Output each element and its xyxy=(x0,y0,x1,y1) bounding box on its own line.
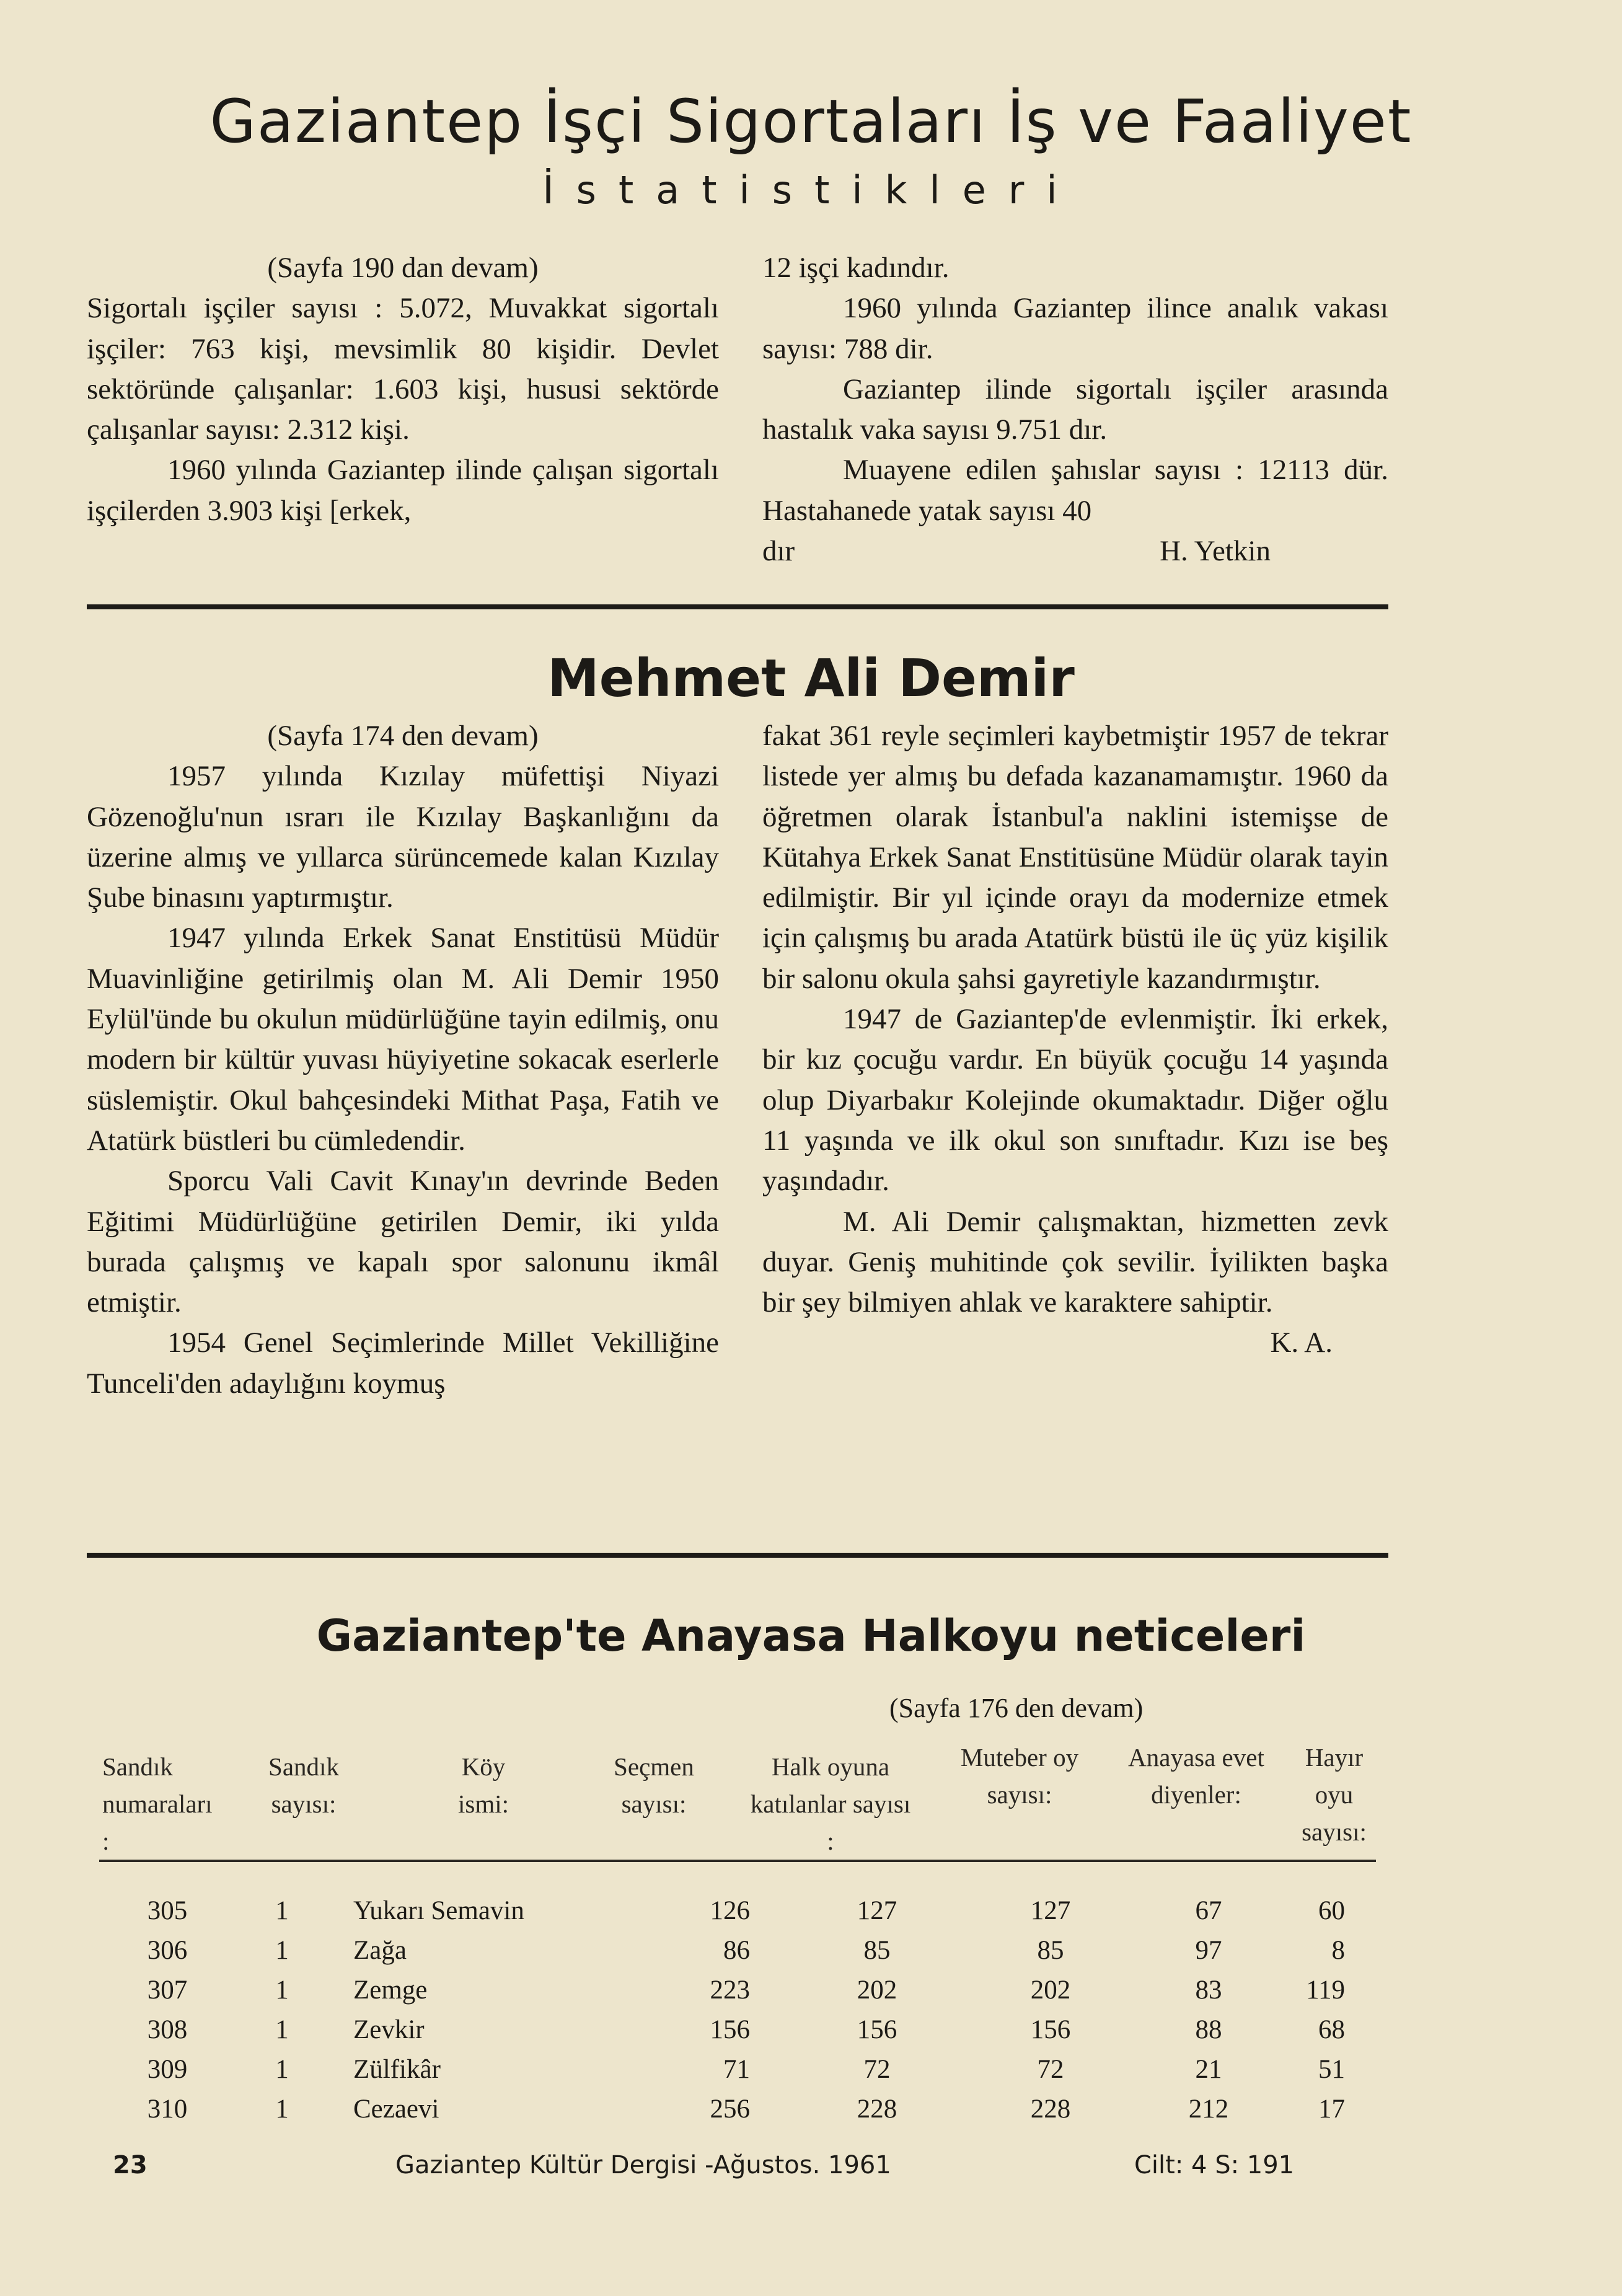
table-cell: 85 xyxy=(863,1935,891,1965)
table-row xyxy=(99,1930,1376,1970)
paragraph: 12 işçi kadındır. xyxy=(762,252,950,284)
paragraph: 1954 Genel Seçimlerinde Millet Vekilliğine Tunceli'den adaylığını koymuş xyxy=(87,1327,719,1400)
author-signature: K. A. xyxy=(1270,1327,1333,1359)
table-cell: 212 xyxy=(1188,2094,1229,2124)
continuation-note: (Sayfa 174 den devam) xyxy=(267,720,539,752)
article-title-2: Mehmet Ali Demir xyxy=(547,648,1075,709)
table-cell: 68 xyxy=(1318,2015,1345,2044)
table-cell: 223 xyxy=(710,1975,750,2005)
table-cell: 60 xyxy=(1318,1896,1345,1925)
table-cell: 126 xyxy=(710,1896,750,1925)
table-cell: 256 xyxy=(710,2094,750,2124)
article1-left-column xyxy=(87,248,719,531)
table-cell: 228 xyxy=(1030,2094,1071,2124)
table-cell: Zülfikâr xyxy=(353,2054,441,2084)
column-header: Hayır oyu sayısı: xyxy=(1302,1743,1367,1846)
table-cell: 8 xyxy=(1331,1935,1345,1965)
article-title-1: Gaziantep İşçi Sigortaları İş ve Faaliyet xyxy=(209,87,1413,156)
table-cell: 21 xyxy=(1195,2054,1222,2084)
table-cell: 1 xyxy=(275,2094,289,2124)
section-divider xyxy=(87,604,1388,609)
table-cell: Zağa xyxy=(353,1935,407,1965)
table-cell: 83 xyxy=(1195,1975,1222,2005)
table-cell: 1 xyxy=(275,2054,289,2084)
paragraph: 1947 yılında Erkek Sanat Enstitüsü Müdür Muavinliğine getirilmiş olan M. Ali Demir 1950 Eylül'ünde bu okulun müdürlüğüne tayin edilmiş, onu modern bir kültür yuvası hüyiyetine sokacak eserlerle süslemiştir. Okul bahçesindeki Mithat Paşa, Fatih ve Atatürk büstleri bu cümledendir. xyxy=(87,922,719,1157)
table-cell: 1 xyxy=(275,1896,289,1925)
table-row xyxy=(99,2049,1376,2089)
table-cell: 156 xyxy=(710,2015,750,2044)
column-header: Sandık sayısı: xyxy=(268,1752,339,1818)
table-cell: Cezaevi xyxy=(353,2094,439,2124)
table-cell: 202 xyxy=(1030,1975,1071,2005)
table-cell: 202 xyxy=(857,1975,897,2005)
paragraph: Muayene edilen şahıslar sayısı : 12113 dür. Hastahanede yatak sayısı 40 xyxy=(762,454,1388,527)
paragraph: 1960 yılında Gaziantep ilinde çalışan sigortalı işçilerden 3.903 kişi [erkek, xyxy=(87,454,719,527)
paragraph: 1960 yılında Gaziantep ilince analık vakası sayısı: 788 dir. xyxy=(762,292,1388,365)
column-header: Seçmen sayısı: xyxy=(614,1752,694,1818)
results-table xyxy=(99,1891,1376,2129)
paragraph: Sigortalı işçiler sayısı : 5.072, Muvakkat sigortalı işçiler: 763 kişi, mevsimlik 80 kişidir. Devlet sektöründe çalışanlar: 1.603 kişi, hususi sektörde çalışanlar sayısı: 2.312 kişi. xyxy=(87,292,719,446)
table-cell: 17 xyxy=(1318,2094,1345,2124)
table-cell: 88 xyxy=(1195,2015,1222,2044)
column-header: Sandık numaraları : xyxy=(102,1752,213,1855)
article2-left-column xyxy=(87,716,719,1404)
column-header: Halk oyuna katılanlar sayısı : xyxy=(750,1752,911,1855)
journal-name: Gaziantep Kültür Dergisi -Ağustos. 1961 xyxy=(395,2151,891,2179)
table-cell: 306 xyxy=(147,1935,188,1965)
table-cell: 228 xyxy=(857,2094,897,2124)
table-header-rule xyxy=(99,1860,1376,1862)
table-row xyxy=(99,2010,1376,2049)
article-title-3: Gaziantep'te Anayasa Halkoyu neticeleri xyxy=(316,1610,1306,1661)
paragraph: M. Ali Demir çalışmaktan, hizmetten zevk duyar. Geniş muhitinde çok sevilir. İyilikten başka bir şey bilmiyen ahlak ve karaktere sahiptir. xyxy=(762,1205,1388,1319)
table-cell: 127 xyxy=(857,1896,897,1925)
table-cell: 86 xyxy=(723,1935,750,1965)
paragraph: Sporcu Vali Cavit Kınay'ın devrinde Beden Eğitimi Müdürlüğüne getirilen Demir, iki yılda burada çalışmış ve kapalı spor salonunu ikmâl etmiştir. xyxy=(87,1165,719,1319)
table-cell: 305 xyxy=(147,1896,188,1925)
table-row xyxy=(99,2089,1376,2129)
table-cell: 309 xyxy=(147,2054,188,2084)
table-cell: 97 xyxy=(1195,1935,1222,1965)
table-cell: 1 xyxy=(275,1935,289,1965)
column-header: Köy ismi: xyxy=(457,1752,509,1818)
table-cell: 1 xyxy=(275,1975,289,2005)
table-cell: 156 xyxy=(857,2015,897,2044)
paragraph: 1957 yılında Kızılay müfettişi Niyazi Gözenoğlu'nun ısrarı ile Kızılay Başkanlığını da üzerine almış ve yıllarca sürüncemede kalan Kızılay Şube binasını yaptırmıştır. xyxy=(87,760,719,914)
column-header: Muteber oy sayısı: xyxy=(960,1743,1079,1809)
table-cell: 85 xyxy=(1037,1935,1064,1965)
paragraph: 1947 de Gaziantep'de evlenmiştir. İki erkek, bir kız çocuğu vardır. En büyük çocuğu 14 yaşında olup Diyarbakır Kolejinde okumaktadır. Diğer oğlu 11 yaşında ve ilk okul son sınıftadır. Kızı ise beş yaşındadır. xyxy=(762,1003,1388,1198)
article2-right-column xyxy=(762,716,1388,1364)
section-divider xyxy=(87,1553,1388,1558)
journal-volume: Cilt: 4 S: 191 xyxy=(1134,2151,1295,2179)
continuation-note: (Sayfa 190 dan devam) xyxy=(267,252,539,284)
page-number: 23 xyxy=(113,2151,148,2179)
table-cell: 307 xyxy=(147,1975,188,2005)
table-cell: Zevkir xyxy=(353,2015,425,2044)
column-header: Anayasa evet diyenler: xyxy=(1128,1743,1264,1809)
article1-right-column xyxy=(762,248,1388,572)
article-subtitle-1: İstatistikleri xyxy=(542,167,1080,213)
table-cell: 127 xyxy=(1030,1896,1071,1925)
table-cell: 1 xyxy=(275,2015,289,2044)
table-cell: 72 xyxy=(863,2054,891,2084)
table-cell: 67 xyxy=(1195,1896,1222,1925)
table-cell: 310 xyxy=(147,2094,188,2124)
table-row xyxy=(99,1891,1376,1930)
table-cell: 156 xyxy=(1030,2015,1071,2044)
table-cell: Zemge xyxy=(353,1975,428,2005)
table-cell: 119 xyxy=(1306,1975,1345,2005)
table-row xyxy=(99,1970,1376,2010)
paragraph: fakat 361 reyle seçimleri kaybetmiştir 1957 de tekrar listede yer almış bu defada kazanamamıştır. 1960 da öğretmen olarak İstanbul'a naklini istemişse de Kütahya Erkek Sanat Enstitüsüne Müdür olarak tayin edilmiştir. Bir yıl içinde orayı da modernize etmek için çalışmış bu arada Atatürk büstü ile üç yüz kişilik bir salonu okula şahsi gayretiyle kazandırmıştır. xyxy=(762,720,1388,995)
table-cell: 308 xyxy=(147,2015,188,2044)
author-signature: H. Yetkin xyxy=(1160,535,1271,568)
paragraph-end: dır xyxy=(762,535,795,568)
paragraph: Gaziantep ilinde sigortalı işçiler arasında hastalık vaka sayısı 9.751 dır. xyxy=(762,373,1388,446)
continuation-note: (Sayfa 176 den devam) xyxy=(889,1693,1144,1723)
table-cell: 71 xyxy=(723,2054,750,2084)
table-cell: Yukarı Semavin xyxy=(353,1896,524,1925)
table-cell: 51 xyxy=(1318,2054,1345,2084)
table-cell: 72 xyxy=(1037,2054,1064,2084)
